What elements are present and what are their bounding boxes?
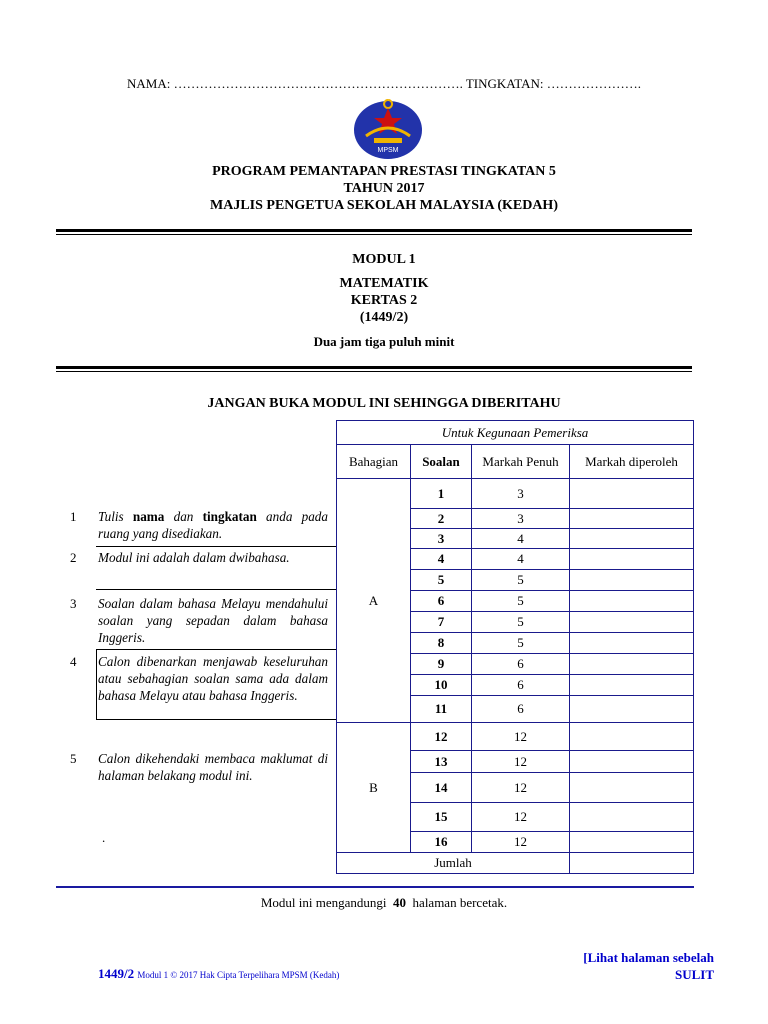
full-marks: 3: [472, 479, 570, 509]
full-marks: 5: [472, 570, 570, 591]
program-title: PROGRAM PEMANTAPAN PRESTASI TINGKATAN 5: [212, 164, 556, 179]
divider-top: [56, 229, 692, 232]
council-title: MAJLIS PENGETUA SEKOLAH MALAYSIA (KEDAH): [210, 198, 558, 213]
instruction-3: Soalan dalam bahasa Melayu mendahului soalan yang sepadan dalam bahasa Inggeris.: [98, 596, 328, 645]
full-marks: 12: [472, 803, 570, 832]
stray-dot: .: [102, 830, 106, 845]
instruction-1: Tulis nama dan tingkatan anda pada ruang yang disediakan.: [98, 509, 328, 541]
paper-name: KERTAS 2: [350, 293, 418, 308]
question-number: 7: [411, 612, 472, 633]
marks-obtained: [570, 612, 694, 633]
section-b-cell: B: [337, 723, 411, 853]
marks-obtained: [570, 773, 694, 803]
question-number: 14: [411, 773, 472, 803]
marks-obtained: [570, 529, 694, 549]
marks-obtained: [570, 723, 694, 751]
marks-obtained: [570, 509, 694, 529]
subject-name: MATEMATIK: [339, 276, 429, 291]
full-marks: 12: [472, 773, 570, 803]
instruction-divider: [96, 719, 336, 720]
instruction-number: 3: [70, 596, 77, 611]
paper-code-footer: 1449/2 Modul 1 © 2017 Hak Cipta Terpelihara MPSM (Kedah): [98, 966, 340, 981]
column-header-section: Bahagian: [337, 445, 411, 479]
column-header-full-marks: Markah Penuh: [472, 445, 570, 479]
instruction-number: 4: [70, 654, 77, 669]
footer-divider: [56, 886, 694, 888]
marks-obtained: [570, 549, 694, 570]
full-marks: 4: [472, 529, 570, 549]
marks-obtained: [570, 751, 694, 773]
svg-text:MPSM: MPSM: [377, 147, 399, 154]
question-number: 16: [411, 832, 472, 853]
classification-label: SULIT: [674, 967, 714, 982]
full-marks: 6: [472, 654, 570, 675]
instruction-divider: [96, 649, 336, 650]
question-number: 9: [411, 654, 472, 675]
examiner-marks-table: [336, 420, 694, 874]
total-marks-obtained: [570, 853, 694, 874]
question-number: 10: [411, 675, 472, 696]
divider-top-thin: [56, 234, 692, 235]
mpsm-logo: [352, 96, 424, 160]
instruction-number: 2: [70, 550, 77, 565]
next-page-note: [Lihat halaman sebelah: [583, 950, 714, 965]
full-marks: 12: [472, 723, 570, 751]
paper-code: (1449/2): [359, 310, 409, 325]
module-name: MODUL 1: [352, 252, 416, 267]
question-number: 6: [411, 591, 472, 612]
full-marks: 6: [472, 696, 570, 723]
marks-obtained: [570, 675, 694, 696]
instruction-number: 1: [70, 509, 77, 524]
marks-obtained: [570, 591, 694, 612]
duration: Dua jam tiga puluh minit: [313, 334, 455, 349]
question-number: 2: [411, 509, 472, 529]
marks-obtained: [570, 570, 694, 591]
column-header-marks-obtained: Markah diperoleh: [570, 445, 694, 479]
marks-obtained: [570, 633, 694, 654]
full-marks: 5: [472, 633, 570, 654]
full-marks: 12: [472, 832, 570, 853]
marks-obtained: [570, 803, 694, 832]
page-count-note: Modul ini mengandungi 40 halaman bercetak.: [260, 895, 508, 910]
table-title: Untuk Kegunaan Pemeriksa: [337, 421, 694, 445]
marks-obtained: [570, 479, 694, 509]
name-class-line: NAMA: …………………………………………………………. TINGKATAN: ………………….: [126, 76, 642, 91]
question-number: 15: [411, 803, 472, 832]
full-marks: 3: [472, 509, 570, 529]
question-number: 11: [411, 696, 472, 723]
divider-middle: [56, 366, 692, 369]
instruction-left-border: [96, 649, 97, 720]
question-number: 5: [411, 570, 472, 591]
full-marks: 12: [472, 751, 570, 773]
full-marks: 5: [472, 612, 570, 633]
full-marks: 5: [472, 591, 570, 612]
total-label: Jumlah: [337, 853, 570, 874]
section-a-cell: A: [337, 479, 411, 723]
instruction-2: Modul ini adalah dalam dwibahasa.: [98, 550, 290, 565]
full-marks: 6: [472, 675, 570, 696]
question-number: 1: [411, 479, 472, 509]
question-number: 3: [411, 529, 472, 549]
marks-obtained: [570, 696, 694, 723]
divider-middle-thin: [56, 371, 692, 372]
question-number: 4: [411, 549, 472, 570]
instruction-4: Calon dibenarkan menjawab keseluruhan atau sebahagian soalan sama ada dalam bahasa Melayu atau bahasa Inggeris.: [98, 654, 328, 703]
instruction-number: 5: [70, 751, 77, 766]
question-number: 13: [411, 751, 472, 773]
do-not-open-warning: JANGAN BUKA MODUL INI SEHINGGA DIBERITAHU: [207, 396, 561, 411]
column-header-question: Soalan: [411, 445, 472, 479]
question-number: 12: [411, 723, 472, 751]
year-title: TAHUN 2017: [343, 181, 425, 196]
full-marks: 4: [472, 549, 570, 570]
marks-obtained: [570, 654, 694, 675]
marks-obtained: [570, 832, 694, 853]
question-number: 8: [411, 633, 472, 654]
instruction-divider: [96, 546, 336, 547]
instruction-5: Calon dikehendaki membaca maklumat di halaman belakang modul ini.: [98, 751, 328, 783]
instruction-divider: [96, 589, 336, 590]
